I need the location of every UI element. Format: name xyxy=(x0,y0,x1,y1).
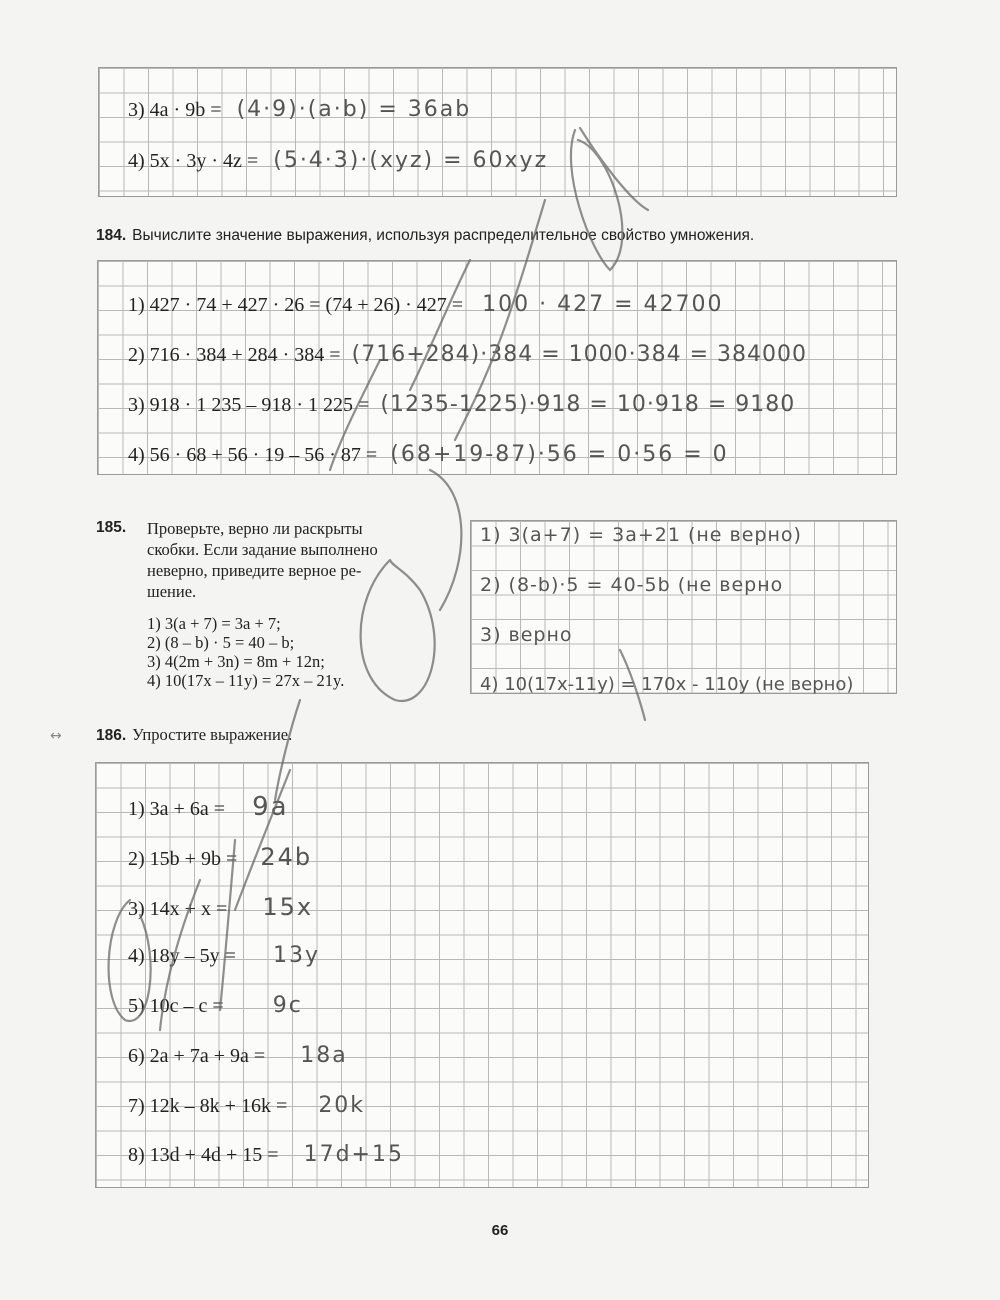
task185-text-line: Проверьте, верно ли раскрыты xyxy=(147,519,363,538)
task186-item-4-answer: 13y xyxy=(273,943,321,968)
task185-item: 3) 4(2m + 3n) = 8m + 12n; xyxy=(147,652,325,671)
page-number: 66 xyxy=(491,1222,509,1239)
task186-item-1-printed: 1) 3a + 6a = xyxy=(128,798,225,820)
task185-item: 2) (8 – b) · 5 = 40 – b; xyxy=(147,633,295,652)
task185-item: 4) 10(17x – 11y) = 27x – 21y. xyxy=(147,671,345,690)
task184-item-4-printed: 4) 56 · 68 + 56 · 19 – 56 · 87 = xyxy=(128,444,378,466)
task184-item-2-printed: 2) 716 · 384 + 284 · 384 = xyxy=(128,344,341,366)
task186-item-3-answer: 15x xyxy=(262,893,314,921)
task185-text-line: скобки. Если задание выполнено xyxy=(147,540,378,559)
task183-item-3-printed: 3) 4a · 9b = xyxy=(128,99,222,121)
task186-item-6-answer: 18a xyxy=(300,1043,348,1068)
task184-item-2-answer: (716+284)·384 = 1000·384 = 384000 xyxy=(351,342,808,367)
task185-answer-1: 1) 3(a+7) = 3a+21 (не верно) xyxy=(480,524,802,546)
task186-item-7-answer: 20k xyxy=(318,1093,366,1118)
task186-item-6-printed: 6) 2a + 7a + 9a = xyxy=(128,1045,266,1067)
task186-item-5-answer: 9c xyxy=(272,993,303,1018)
task183-item-4-printed: 4) 5x · 3y · 4z = xyxy=(128,150,259,172)
task186-text: Упростите выражение. xyxy=(132,725,293,744)
task186-number: 186. xyxy=(96,727,127,744)
task183-item-4-answer: (5·4·3)·(xyz) = 60xyz xyxy=(273,148,549,173)
task185-answer-2: 2) (8-b)·5 = 40-5b (не верно xyxy=(480,574,784,596)
task186-item-1-answer: 9a xyxy=(252,792,289,822)
task184-item-4-answer: (68+19-87)·56 = 0·56 = 0 xyxy=(390,442,729,467)
task185-text-line: шение. xyxy=(147,582,197,601)
task184-item-1-printed: 1) 427 · 74 + 427 · 26 = (74 + 26) · 427 = xyxy=(128,294,464,316)
task184-item-1-answer: 100 · 427 = 42700 xyxy=(482,292,724,317)
task186-item-4-printed: 4) 18y – 5y = xyxy=(128,945,236,967)
task185-item: 1) 3(a + 7) = 3a + 7; xyxy=(147,614,281,633)
task186-item-3-printed: 3) 14x + x = xyxy=(128,898,228,920)
task184-item-3-answer: (1235-1225)·918 = 10·918 = 9180 xyxy=(380,392,796,417)
task186-item-2-answer: 24b xyxy=(260,843,313,871)
task186-item-8-printed: 8) 13d + 4d + 15 = xyxy=(128,1144,279,1166)
task185-answer-3: 3) верно xyxy=(480,624,573,646)
task186-item-2-printed: 2) 15b + 9b = xyxy=(128,848,238,870)
task186-item-8-answer: 17d+15 xyxy=(303,1142,404,1167)
task185-number: 185. xyxy=(96,519,127,536)
task184-text: Вычислите значение выражения, используя распределительное свойство умножения. xyxy=(132,227,755,244)
task185-text-line: неверно, приведите верное ре- xyxy=(147,561,362,580)
task186-item-7-printed: 7) 12k – 8k + 16k = xyxy=(128,1095,288,1117)
task186-item-5-printed: 5) 10c – c = xyxy=(128,995,224,1017)
task184-item-3-printed: 3) 918 · 1 235 – 918 · 1 225 = xyxy=(128,394,370,416)
double-arrow-icon: ↔ xyxy=(50,728,62,744)
task185-answer-4: 4) 10(17x-11y) = 170x - 110y (не верно) xyxy=(480,674,854,695)
task184-number: 184. xyxy=(96,227,127,244)
task183-item-3-answer: (4·9)·(a·b) = 36ab xyxy=(236,97,472,122)
